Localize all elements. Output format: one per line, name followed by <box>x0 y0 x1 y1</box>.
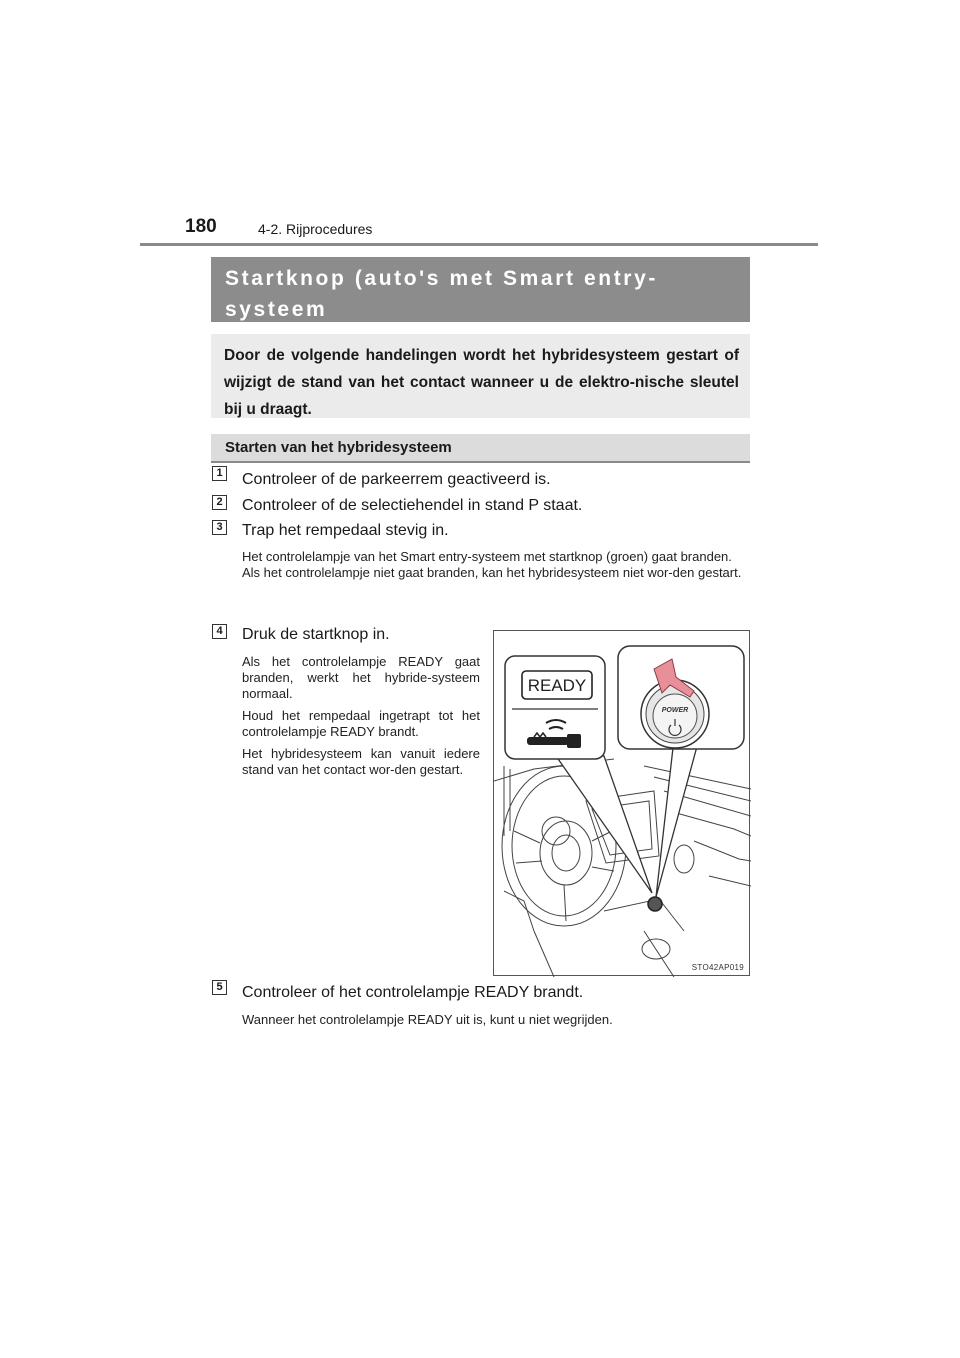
section-title <box>211 257 750 322</box>
start-button-illustration <box>493 630 750 976</box>
step-number-3: 3 <box>212 520 227 535</box>
section-breadcrumb: 4-2. Rijprocedures <box>258 221 373 237</box>
section-title-line-1: Startknop (auto's met Smart entry-systeem <box>225 267 658 321</box>
power-button-icon <box>641 680 709 748</box>
header-rule <box>140 243 818 246</box>
step-text-4: Druk de startknop in. <box>242 626 390 643</box>
step-text-2: Controleer of de selectiehendel in stand P staat. <box>242 497 583 514</box>
step-3-notes <box>242 549 748 581</box>
step-4-notes <box>242 654 480 778</box>
step-number-5: 5 <box>212 980 227 995</box>
ready-indicator-label: READY <box>527 676 587 695</box>
step-4-note-2: Houd het rempedaal ingetrapt tot het controlelampje READY brandt. <box>242 708 480 739</box>
start-button-location-icon <box>648 897 662 911</box>
step-4-note-3: Het hybridesysteem kan vanuit iedere stand van het contact wor-den gestart. <box>242 746 480 777</box>
step-3-note-1: Het controlelampje van het Smart entry-systeem met startknop (groen) gaat branden. <box>242 549 732 564</box>
step-number-1: 1 <box>212 466 227 481</box>
figure-code: STO42AP019 <box>691 963 744 972</box>
step-text-3: Trap het rempedaal stevig in. <box>242 522 449 539</box>
step-number-4: 4 <box>212 624 227 639</box>
page-number: 180 <box>185 216 217 237</box>
intro-box: Door de volgende handelingen wordt het hybridesysteem gestart of wijzigt de stand van het contact wanneer u de elektro-nische sleutel bij u draagt. <box>211 334 750 418</box>
step-text-1: Controleer of de parkeerrem geactiveerd is. <box>242 471 551 488</box>
subheading: Starten van het hybridesysteem <box>211 434 750 463</box>
dashboard-line-art <box>494 631 751 977</box>
power-button-label: POWER <box>661 707 689 714</box>
step-3-note-2: Als het controlelampje niet gaat branden, kan het hybridesysteem niet wor-den gestart. <box>242 565 742 580</box>
step-number-2: 2 <box>212 495 227 510</box>
step-4-note-1: Als het controlelampje READY gaat branden, werkt het hybride-systeem normaal. <box>242 654 480 701</box>
step-text-5: Controleer of het controlelampje READY brandt. <box>242 984 584 1001</box>
step-5-note: Wanneer het controlelampje READY uit is, kunt u niet wegrijden. <box>242 1012 613 1027</box>
